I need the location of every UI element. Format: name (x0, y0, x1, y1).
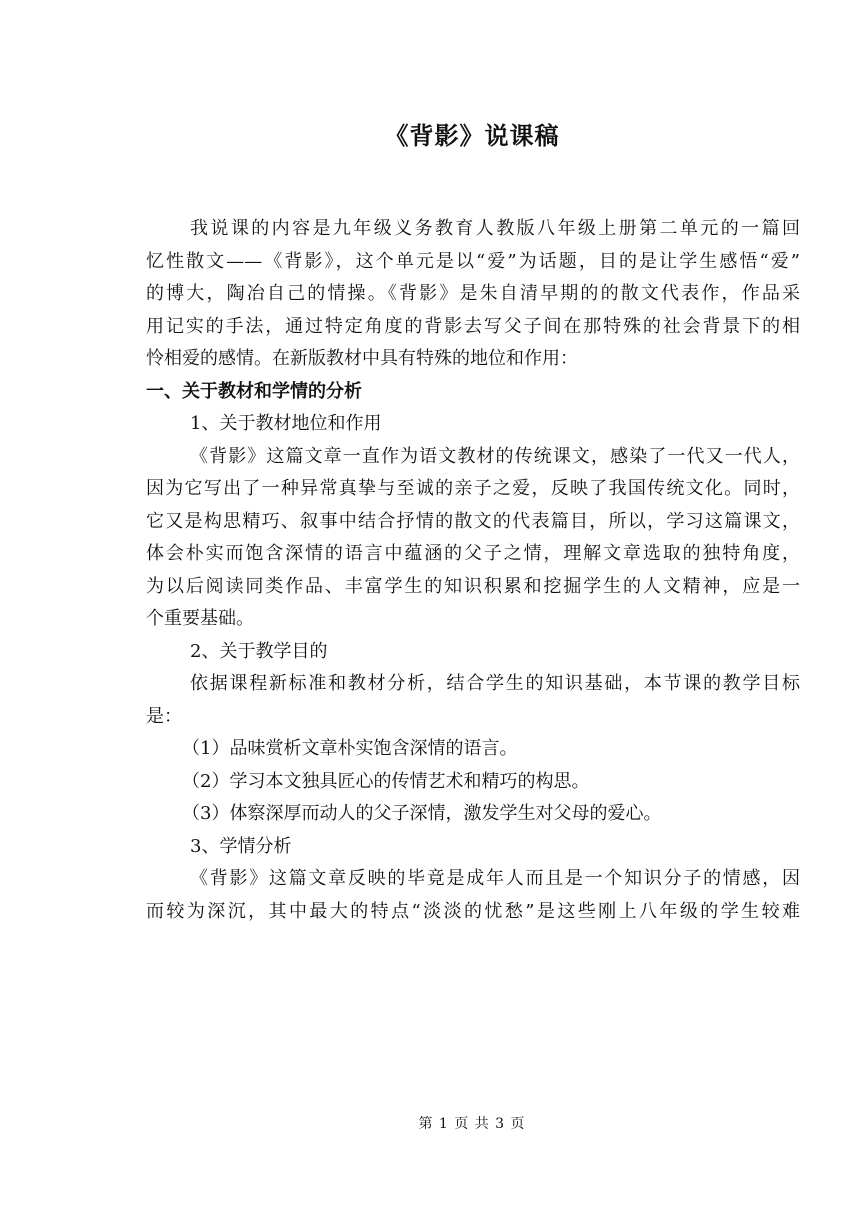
section-heading: 一、关于教材和学情的分析 (146, 380, 362, 402)
document-body (146, 213, 800, 928)
paragraph-line: 个重要基础。 (146, 608, 254, 629)
paragraph-line: 因为它写出了一种异常真挚与至诚的亲子之爱，反映了我国传统文化。同时， (146, 478, 800, 499)
goal-item: （3）体察深厚而动人的父子深情，激发学生对父母的爱心。 (182, 803, 662, 824)
paragraph-line: 是： (146, 705, 182, 727)
paragraph-line: 它又是构思精巧、叙事中结合抒情的散文的代表篇目，所以，学习这篇课文， (146, 510, 800, 532)
paragraph-line: 而较为深沉，其中最大的特点“淡淡的忧愁”是这些刚上八年级的学生较难 (146, 900, 800, 922)
subsection-heading: 1、关于教材地位和作用 (190, 413, 382, 434)
subsection-heading: 3、学情分析 (190, 835, 292, 857)
paragraph-line: 依据课程新标准和教材分析，结合学生的知识基础，本节课的教学目标 (190, 673, 800, 694)
paragraph-line: 《背影》这篇文章一直作为语文教材的传统课文，感染了一代又一代人， (190, 445, 800, 467)
paragraph-line: 的博大，陶冶自己的情操。《背影》是朱自清早期的的散文代表作，作品采 (146, 283, 800, 304)
goal-item: （2）学习本文独具匠心的传情艺术和精巧的构思。 (182, 770, 590, 792)
paragraph-line: 《背影》这篇文章反映的毕竟是成年人而且是一个知识分子的情感，因 (190, 868, 800, 889)
paragraph-line: 用记实的手法，通过特定角度的背影去写父子间在那特殊的社会背景下的相 (146, 315, 800, 337)
paragraph-line: 怜相爱的感情。在新版教材中具有特殊的地位和作用： (146, 348, 578, 369)
page-footer: 第 1 页 共 3 页 (418, 1116, 526, 1132)
subsection-heading: 2、关于教学目的 (190, 640, 328, 662)
goal-item: （1）品味赏析文章朴实饱含深情的语言。 (182, 738, 518, 759)
paragraph-line: 为以后阅读同类作品、丰富学生的知识积累和挖掘学生的人文精神，应是一 (146, 575, 800, 597)
document-title: 《背影》说课稿 (384, 122, 560, 150)
paragraph-line: 体会朴实而饱含深情的语言中蕴涵的父子之情，理解文章选取的独特角度， (146, 543, 800, 564)
paragraph-line: 我说课的内容是九年级义务教育人教版八年级上册第二单元的一篇回 (190, 218, 800, 239)
paragraph-line: 忆性散文——《背影》，这个单元是以“爱”为话题，目的是让学生感悟“爱” (146, 250, 800, 272)
